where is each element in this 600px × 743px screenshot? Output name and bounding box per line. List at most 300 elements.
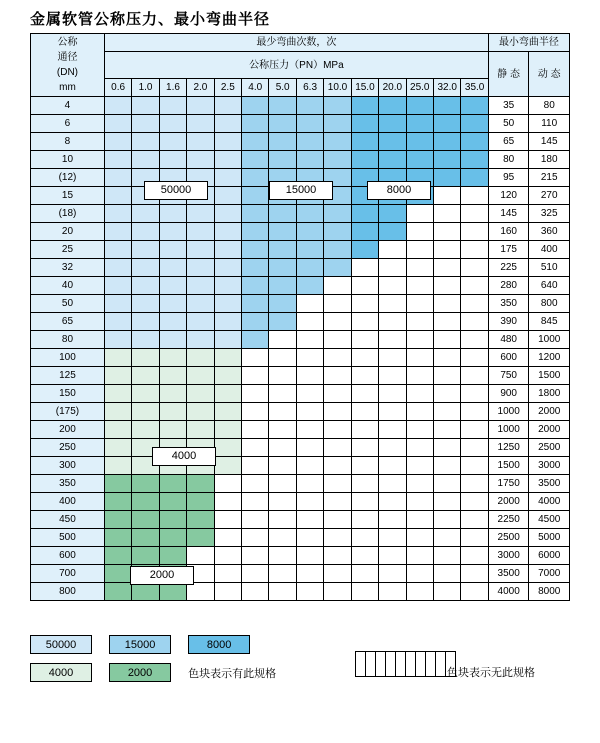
cell-2.0	[187, 277, 214, 295]
table-row	[31, 493, 570, 511]
cell-1.6	[159, 151, 186, 169]
header-pressure-15.0: 15.0	[351, 79, 378, 97]
row-dn: (12)	[31, 169, 105, 187]
cell-25.0	[406, 529, 433, 547]
callout-8000: 8000	[367, 181, 431, 200]
cell-2.5	[214, 511, 241, 529]
cell-4.0	[242, 331, 269, 349]
cell-5.0	[269, 547, 296, 565]
cell-1.0	[132, 205, 159, 223]
cell-35.0	[461, 277, 488, 295]
cell-1.6	[159, 349, 186, 367]
cell-35.0	[461, 331, 488, 349]
cell-1.6	[159, 277, 186, 295]
cell-1.0	[132, 475, 159, 493]
cell-0.6	[104, 367, 131, 385]
cell-25.0	[406, 295, 433, 313]
row-dn: 300	[31, 457, 105, 475]
legend-swatch-50000: 50000	[30, 635, 92, 654]
cell-2.0	[187, 97, 214, 115]
header-pressure-5.0: 5.0	[269, 79, 296, 97]
cell-5.0	[269, 583, 296, 601]
cell-2.5	[214, 457, 241, 475]
table-row	[31, 511, 570, 529]
cell-10.0	[324, 529, 351, 547]
cell-1.6	[159, 529, 186, 547]
cell-20.0	[379, 475, 406, 493]
cell-4.0	[242, 583, 269, 601]
cell-32.0	[433, 403, 460, 421]
cell-32.0	[433, 349, 460, 367]
table-row	[31, 115, 570, 133]
row-dn: 15	[31, 187, 105, 205]
cell-32.0	[433, 223, 460, 241]
cell-35.0	[461, 457, 488, 475]
cell-15.0	[351, 151, 378, 169]
legend-blank-cell	[396, 652, 406, 677]
legend-swatch-15000: 15000	[109, 635, 171, 654]
cell-5.0	[269, 151, 296, 169]
row-static-radius: 80	[488, 151, 529, 169]
header-radius-dynamic: 动 态	[529, 52, 570, 97]
row-dn: 500	[31, 529, 105, 547]
row-dn: 150	[31, 385, 105, 403]
row-dn: 50	[31, 295, 105, 313]
cell-2.5	[214, 205, 241, 223]
cell-20.0	[379, 223, 406, 241]
row-dynamic-radius: 215	[529, 169, 570, 187]
row-dynamic-radius: 400	[529, 241, 570, 259]
cell-20.0	[379, 151, 406, 169]
cell-35.0	[461, 223, 488, 241]
cell-32.0	[433, 205, 460, 223]
cell-6.3	[296, 259, 323, 277]
cell-1.0	[132, 133, 159, 151]
cell-1.0	[132, 115, 159, 133]
cell-2.5	[214, 529, 241, 547]
cell-1.6	[159, 403, 186, 421]
cell-2.0	[187, 475, 214, 493]
legend-blank-cell	[406, 652, 416, 677]
cell-6.3	[296, 385, 323, 403]
row-static-radius: 35	[488, 97, 529, 115]
cell-1.0	[132, 241, 159, 259]
cell-6.3	[296, 547, 323, 565]
header-radius: 最小弯曲半径	[488, 34, 569, 52]
cell-6.3	[296, 151, 323, 169]
cell-35.0	[461, 115, 488, 133]
table-row	[31, 385, 570, 403]
legend-blank-cell	[366, 652, 376, 677]
row-static-radius: 4000	[488, 583, 529, 601]
cell-10.0	[324, 475, 351, 493]
cell-2.5	[214, 133, 241, 151]
cell-2.5	[214, 295, 241, 313]
cell-2.0	[187, 223, 214, 241]
cell-25.0	[406, 331, 433, 349]
cell-4.0	[242, 187, 269, 205]
cell-0.6	[104, 529, 131, 547]
legend-note-has-spec: 色块表示有此规格	[188, 668, 277, 681]
cell-15.0	[351, 475, 378, 493]
spec-table-container	[30, 33, 570, 601]
table-row	[31, 475, 570, 493]
cell-15.0	[351, 511, 378, 529]
cell-5.0	[269, 295, 296, 313]
row-dynamic-radius: 8000	[529, 583, 570, 601]
cell-35.0	[461, 169, 488, 187]
cell-25.0	[406, 367, 433, 385]
cell-1.0	[132, 295, 159, 313]
row-dn: 700	[31, 565, 105, 583]
row-dn: 10	[31, 151, 105, 169]
cell-20.0	[379, 277, 406, 295]
cell-2.5	[214, 313, 241, 331]
cell-10.0	[324, 331, 351, 349]
legend-blank-cell	[386, 652, 396, 677]
legend-swatch-2000: 2000	[109, 663, 171, 682]
cell-20.0	[379, 133, 406, 151]
cell-10.0	[324, 403, 351, 421]
cell-25.0	[406, 493, 433, 511]
row-dn: 4	[31, 97, 105, 115]
cell-4.0	[242, 475, 269, 493]
cell-1.0	[132, 511, 159, 529]
table-row	[31, 457, 570, 475]
cell-5.0	[269, 565, 296, 583]
cell-35.0	[461, 475, 488, 493]
cell-1.0	[132, 277, 159, 295]
callout-15000: 15000	[269, 181, 333, 200]
legend-blank-cell	[426, 652, 436, 677]
cell-35.0	[461, 97, 488, 115]
row-dn: (175)	[31, 403, 105, 421]
cell-0.6	[104, 115, 131, 133]
cell-35.0	[461, 403, 488, 421]
row-static-radius: 900	[488, 385, 529, 403]
table-row	[31, 133, 570, 151]
cell-20.0	[379, 529, 406, 547]
row-static-radius: 390	[488, 313, 529, 331]
cell-0.6	[104, 349, 131, 367]
row-dn: 25	[31, 241, 105, 259]
header-dn-line-2: (DN)	[56, 67, 79, 78]
cell-6.3	[296, 511, 323, 529]
cell-2.5	[214, 565, 241, 583]
cell-4.0	[242, 403, 269, 421]
cell-1.0	[132, 313, 159, 331]
cell-1.6	[159, 583, 186, 601]
cell-0.6	[104, 583, 131, 601]
cell-15.0	[351, 421, 378, 439]
cell-4.0	[242, 277, 269, 295]
cell-6.3	[296, 403, 323, 421]
cell-25.0	[406, 457, 433, 475]
table-row	[31, 151, 570, 169]
row-dynamic-radius: 145	[529, 133, 570, 151]
spec-table-body	[31, 34, 570, 601]
cell-25.0	[406, 349, 433, 367]
cell-0.6	[104, 547, 131, 565]
cell-25.0	[406, 439, 433, 457]
cell-15.0	[351, 529, 378, 547]
cell-6.3	[296, 241, 323, 259]
cell-5.0	[269, 529, 296, 547]
cell-2.0	[187, 403, 214, 421]
cell-2.5	[214, 439, 241, 457]
cell-2.5	[214, 259, 241, 277]
row-dn: 125	[31, 367, 105, 385]
row-dynamic-radius: 180	[529, 151, 570, 169]
cell-20.0	[379, 295, 406, 313]
cell-4.0	[242, 385, 269, 403]
cell-10.0	[324, 313, 351, 331]
cell-25.0	[406, 475, 433, 493]
row-dynamic-radius: 3500	[529, 475, 570, 493]
cell-35.0	[461, 547, 488, 565]
cell-20.0	[379, 259, 406, 277]
cell-10.0	[324, 511, 351, 529]
row-dn: (18)	[31, 205, 105, 223]
row-static-radius: 1000	[488, 421, 529, 439]
cell-20.0	[379, 349, 406, 367]
cell-15.0	[351, 439, 378, 457]
cell-32.0	[433, 385, 460, 403]
cell-1.6	[159, 223, 186, 241]
cell-2.0	[187, 115, 214, 133]
table-row	[31, 547, 570, 565]
cell-20.0	[379, 583, 406, 601]
cell-15.0	[351, 97, 378, 115]
cell-5.0	[269, 511, 296, 529]
cell-15.0	[351, 313, 378, 331]
row-dynamic-radius: 510	[529, 259, 570, 277]
cell-4.0	[242, 97, 269, 115]
cell-1.0	[132, 583, 159, 601]
cell-4.0	[242, 151, 269, 169]
cell-20.0	[379, 385, 406, 403]
row-dynamic-radius: 845	[529, 313, 570, 331]
cell-25.0	[406, 133, 433, 151]
cell-35.0	[461, 493, 488, 511]
row-static-radius: 280	[488, 277, 529, 295]
row-dynamic-radius: 80	[529, 97, 570, 115]
header-bend-times: 最少弯曲次数，次	[104, 34, 488, 52]
header-pressure-1.0: 1.0	[132, 79, 159, 97]
cell-6.3	[296, 529, 323, 547]
cell-2.5	[214, 547, 241, 565]
row-dynamic-radius: 4500	[529, 511, 570, 529]
cell-1.0	[132, 331, 159, 349]
header-radius-static: 静 态	[488, 52, 529, 97]
cell-4.0	[242, 169, 269, 187]
row-static-radius: 65	[488, 133, 529, 151]
cell-20.0	[379, 97, 406, 115]
header-pressure-25.0: 25.0	[406, 79, 433, 97]
cell-32.0	[433, 529, 460, 547]
table-header-row-1	[31, 34, 570, 52]
cell-32.0	[433, 187, 460, 205]
cell-25.0	[406, 565, 433, 583]
table-row	[31, 583, 570, 601]
cell-20.0	[379, 205, 406, 223]
cell-35.0	[461, 241, 488, 259]
row-dn: 20	[31, 223, 105, 241]
row-dn: 250	[31, 439, 105, 457]
cell-4.0	[242, 205, 269, 223]
header-dn-line-1: 通径	[57, 52, 78, 63]
cell-2.5	[214, 367, 241, 385]
cell-5.0	[269, 367, 296, 385]
cell-10.0	[324, 115, 351, 133]
cell-2.5	[214, 331, 241, 349]
cell-0.6	[104, 241, 131, 259]
cell-2.0	[187, 385, 214, 403]
callout-4000: 4000	[152, 447, 216, 466]
cell-32.0	[433, 547, 460, 565]
cell-20.0	[379, 313, 406, 331]
cell-2.0	[187, 313, 214, 331]
header-pressure-35.0: 35.0	[461, 79, 488, 97]
cell-15.0	[351, 115, 378, 133]
cell-6.3	[296, 277, 323, 295]
cell-2.0	[187, 241, 214, 259]
cell-5.0	[269, 493, 296, 511]
table-row	[31, 331, 570, 349]
cell-1.6	[159, 259, 186, 277]
row-dn: 350	[31, 475, 105, 493]
cell-10.0	[324, 223, 351, 241]
cell-2.0	[187, 349, 214, 367]
cell-1.0	[132, 403, 159, 421]
cell-25.0	[406, 547, 433, 565]
cell-10.0	[324, 421, 351, 439]
cell-1.6	[159, 241, 186, 259]
cell-0.6	[104, 277, 131, 295]
cell-35.0	[461, 205, 488, 223]
header-pressure-20.0: 20.0	[379, 79, 406, 97]
row-dynamic-radius: 110	[529, 115, 570, 133]
cell-10.0	[324, 151, 351, 169]
cell-0.6	[104, 97, 131, 115]
cell-0.6	[104, 331, 131, 349]
cell-1.6	[159, 385, 186, 403]
cell-15.0	[351, 385, 378, 403]
legend-swatch-8000: 8000	[188, 635, 250, 654]
cell-5.0	[269, 205, 296, 223]
cell-6.3	[296, 349, 323, 367]
cell-35.0	[461, 295, 488, 313]
header-pn: 公称压力（PN）MPa	[104, 52, 488, 79]
row-dynamic-radius: 1200	[529, 349, 570, 367]
cell-2.5	[214, 421, 241, 439]
cell-35.0	[461, 421, 488, 439]
cell-15.0	[351, 277, 378, 295]
cell-4.0	[242, 223, 269, 241]
header-pressure-4.0: 4.0	[242, 79, 269, 97]
cell-0.6	[104, 403, 131, 421]
row-dynamic-radius: 800	[529, 295, 570, 313]
cell-35.0	[461, 151, 488, 169]
spec-table	[30, 33, 570, 601]
cell-4.0	[242, 421, 269, 439]
cell-15.0	[351, 565, 378, 583]
legend-blank-cell	[416, 652, 426, 677]
cell-2.0	[187, 547, 214, 565]
cell-0.6	[104, 259, 131, 277]
cell-35.0	[461, 439, 488, 457]
cell-35.0	[461, 511, 488, 529]
cell-20.0	[379, 115, 406, 133]
cell-25.0	[406, 385, 433, 403]
cell-32.0	[433, 259, 460, 277]
row-dn: 8	[31, 133, 105, 151]
cell-6.3	[296, 439, 323, 457]
row-dynamic-radius: 325	[529, 205, 570, 223]
cell-6.3	[296, 493, 323, 511]
row-dynamic-radius: 1000	[529, 331, 570, 349]
cell-1.0	[132, 97, 159, 115]
cell-2.0	[187, 295, 214, 313]
cell-5.0	[269, 439, 296, 457]
cell-15.0	[351, 331, 378, 349]
row-static-radius: 3000	[488, 547, 529, 565]
cell-4.0	[242, 133, 269, 151]
cell-5.0	[269, 277, 296, 295]
row-dynamic-radius: 2000	[529, 421, 570, 439]
header-pressure-10.0: 10.0	[324, 79, 351, 97]
table-row	[31, 241, 570, 259]
cell-10.0	[324, 583, 351, 601]
cell-35.0	[461, 187, 488, 205]
cell-10.0	[324, 277, 351, 295]
cell-4.0	[242, 367, 269, 385]
cell-10.0	[324, 295, 351, 313]
cell-10.0	[324, 493, 351, 511]
cell-1.6	[159, 295, 186, 313]
cell-1.6	[159, 421, 186, 439]
cell-0.6	[104, 295, 131, 313]
cell-1.6	[159, 97, 186, 115]
cell-2.5	[214, 475, 241, 493]
cell-15.0	[351, 205, 378, 223]
cell-0.6	[104, 421, 131, 439]
cell-25.0	[406, 259, 433, 277]
cell-15.0	[351, 349, 378, 367]
cell-6.3	[296, 367, 323, 385]
cell-2.0	[187, 583, 214, 601]
row-dn: 40	[31, 277, 105, 295]
cell-10.0	[324, 565, 351, 583]
row-static-radius: 750	[488, 367, 529, 385]
cell-32.0	[433, 475, 460, 493]
cell-35.0	[461, 367, 488, 385]
cell-20.0	[379, 241, 406, 259]
cell-32.0	[433, 493, 460, 511]
cell-32.0	[433, 331, 460, 349]
legend-row-1	[30, 635, 570, 654]
cell-5.0	[269, 403, 296, 421]
row-dynamic-radius: 2500	[529, 439, 570, 457]
cell-15.0	[351, 403, 378, 421]
cell-10.0	[324, 349, 351, 367]
cell-1.0	[132, 367, 159, 385]
row-dynamic-radius: 1800	[529, 385, 570, 403]
header-pressure-32.0: 32.0	[433, 79, 460, 97]
row-dynamic-radius: 6000	[529, 547, 570, 565]
cell-32.0	[433, 367, 460, 385]
cell-0.6	[104, 475, 131, 493]
